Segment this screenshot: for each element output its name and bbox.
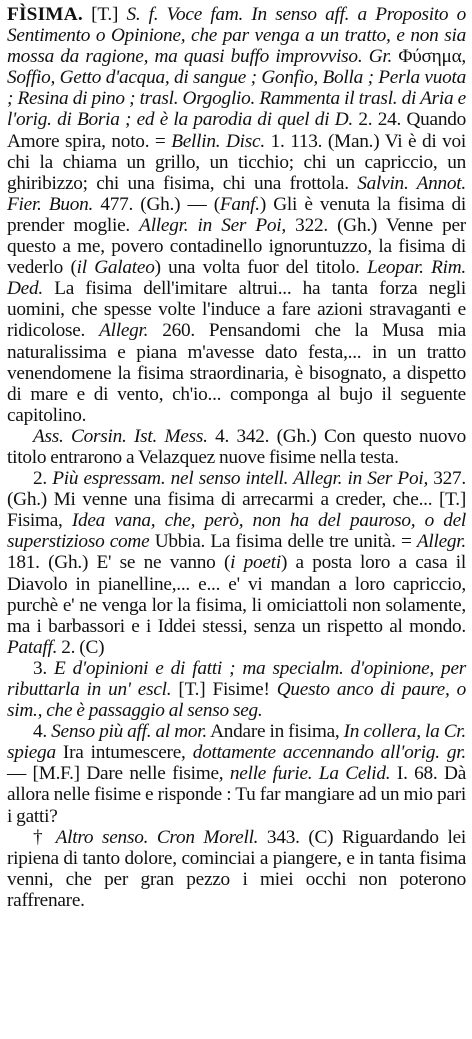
italic-run: Leopar. Rim. Ded. [7,257,467,300]
entry-sense-4 [7,721,466,826]
text-run: La fisima dell'imitare altrui... ha tanta forza negli uomini, che spesse volte l'induce a fare azioni stravaganti e ridicolose. [7,278,466,342]
italic-run: S. f. Voce fam. In senso aff. [126,4,350,25]
text-run: 1. 113. (Man.) Vi è di voi chi la chiama un grillo, un ticchio; chi un capriccio, un ghiribizzo; chi una fisima, chi una frottola. [7,130,467,194]
italic-run: Allegr. [99,320,149,342]
text-run: 322. (Gh.) Venne per questo a me, povero contadinello ignoruntuzzo, la fisima di vederlo ( [7,214,466,279]
text-run: 4. 342. (Gh.) Con questo nuovo titolo entrarono a Velazquez nuove fisime nella testa. [7,425,466,468]
italic-run: i poeti [230,552,281,574]
text-run: I. 68. Dà allora nelle fisime e risponde : Tu far mangiare ad un mio pari i gatti? [7,763,467,827]
text-run: 4. [33,721,52,743]
italic-run: Fanf. [219,193,260,215]
text-run: Ubbia. La fisima delle tre unità. = [149,531,417,553]
text-run: ) a posta loro a casa il Diavolo in pianelline,... e... e' vi mandan a loro capriccio, purchè e' ne venga lor la fisima, li omiciattoli non solamente, ma i barbassori e i Iddei stessi, senza un rispetto al mondo. [7,552,467,637]
text-run: — [M.F.] Dare nelle fisime, [7,763,230,785]
italic-run: Altro senso. Cron Morell. [55,826,259,848]
entry-sense-3 [7,658,466,721]
text-run: Andare in fisima, [206,721,344,743]
text-run: 327. (Gh.) Mi venne una fisima di arrecarmi a creder, che... [T.] Fisima, [7,468,466,532]
text-run: [T.] Fisime! [171,679,277,700]
italic-run: a Proposito o Sentimento o Opinione, che par venga a un tratto, e non sia mossa da ragione, ma quasi buffo improvviso. Gr. [7,4,466,68]
italic-run: Pataff. [7,636,58,658]
entry-definition [7,4,466,426]
italic-run: Allegr. [416,531,466,553]
text-run: Φύσημα, [392,46,466,68]
italic-run: Idea vana, che, però, non ha del pauroso, o del superstizioso come [7,510,467,553]
text-run: ) Gli è venuta la fisima di prender moglie. [7,193,466,236]
italic-run: Questo anco di paure, o sim., che è passaggio al senso seg. [7,679,466,722]
italic-run: il Galateo [76,257,155,279]
text-run: 260. Pensandomi che la Musa mia naturalissima e piana m'avesse dato festa,... in un tratto venendomene la fisima straordinaria, è bisognato, a dispetto di mare e di vento, ch'io... componga al bujo il seguente capitolino. [7,320,466,426]
dictionary-entry-fisima [7,4,466,911]
text-run: 343. (C) Riguardando lei ripiena di tanto dolore, cominciai a piangere, e in tanta fisima venni, che per gran pezzo i miei occhi non poterono raffrenare. [7,826,466,911]
text-run: 477. (Gh.) — ( [93,193,220,215]
text-run: 2. [33,468,53,490]
italic-run: Ass. Corsin. Ist. Mess. [33,425,208,447]
italic-run: Senso più aff. al mor. [51,721,207,743]
italic-run: In collera, la Cr. spiega [7,721,466,764]
text-run: Ira intumescere, [55,742,193,764]
headword: FÌSIMA. [7,4,83,25]
entry-sense-5 [7,827,466,911]
italic-run: dottamente accennando all'orig. gr. [192,742,466,764]
text-run [349,4,357,25]
text-run: 3. [33,657,55,679]
text-run: ) una volta fuor del titolo. [154,257,368,279]
italic-run: E d'opinioni e di fatti ; ma specialm. d'opinione, per ributtarla in un' escl. [7,657,467,700]
entry-sense-1 [7,426,466,468]
text-run: [T.] [82,4,127,25]
entry-sense-2 [7,468,466,658]
text-run: 181. (Gh.) E' se ne vanno ( [7,552,231,574]
italic-run: Allegr. in Ser Poi, [139,214,286,236]
italic-run: Più espressam. nel senso intell. Allegr. in Ser Poi, [52,468,429,490]
text-run: 2. 24. Quando Amore spira, noto. = [7,109,467,152]
italic-run: Soffio, Getto d'acqua, di sangue ; Gonfio, Bolla ; Perla vuota ; Resina di pino ; trasl. Orgoglio. Rammenta il trasl. di Aria e l'orig. di Boria ; ed è la parodia di quel di D. [7,67,466,131]
italic-run: Salvin. Annot. Fier. Buon. [7,172,466,215]
text-run: † [33,826,56,848]
italic-run: Bellin. Disc. [171,130,265,152]
text-run: 2. (C) [57,636,105,658]
italic-run: nelle furie. La Celid. [229,763,391,785]
